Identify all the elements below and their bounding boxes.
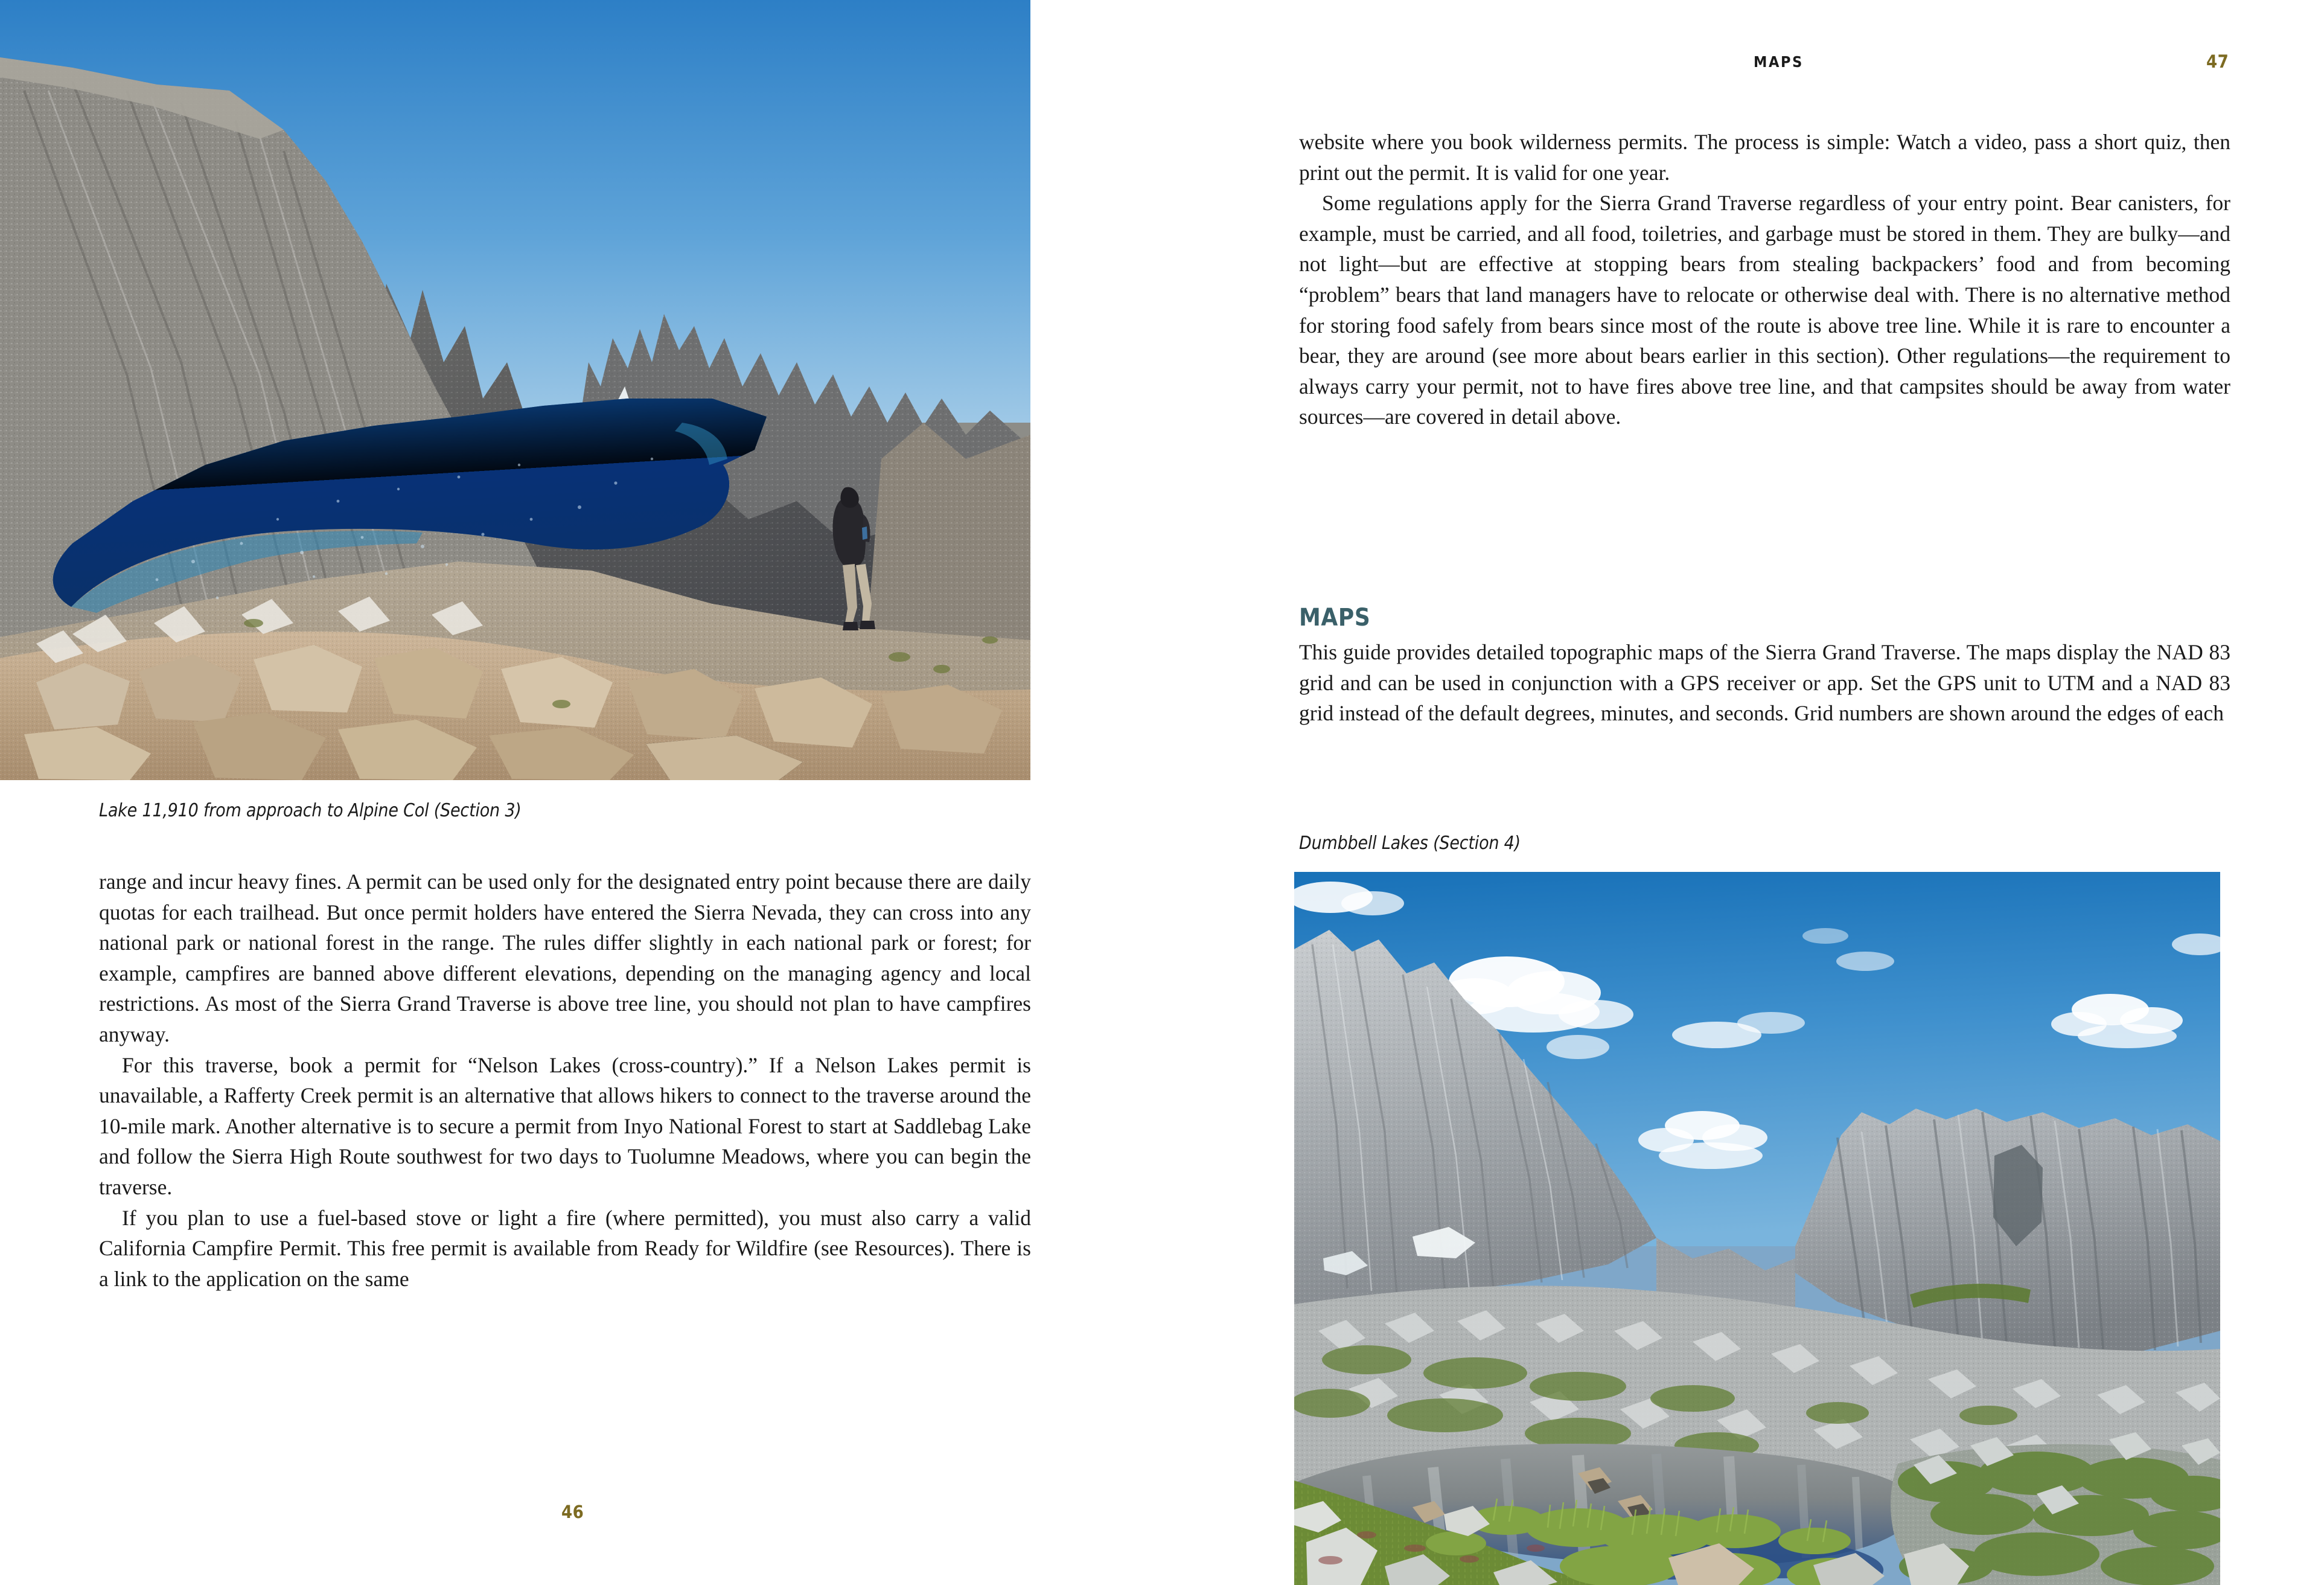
paragraph: For this traverse, book a permit for “Nelson Lakes (cross-country).” If a Nelson Lakes permit is unavailable, a Rafferty Creek permit is an alternative that allows hikers to connect to the traverse around the 10-mile mark. Another alternative is to secure a permit from Inyo National Forest to start at Saddlebag Lake and follow the Sierra High Route southwest for two days to Tuolumne Meadows, where you can begin the traverse. [99, 1052, 1031, 1199]
paragraph: website where you book wilderness permits. The process is simple: Watch a video, pass a short quiz, then print out the permit. It is valid for one year. [1299, 130, 2230, 185]
dumbbell-lakes-photo [1294, 872, 2220, 1585]
alpine-lake-illustration [0, 0, 1030, 780]
paragraph: This guide provides detailed topographic maps of the Sierra Grand Traverse. The maps display the NAD 83 grid and can be used in conjunction with a GPS receiver or app. Set the GPS unit to UTM and a NAD 83 grid instead of the default degrees, minutes, and seconds. Grid numbers are shown around the edges of each [1299, 640, 2230, 726]
photo-canvas [1294, 872, 2220, 1585]
right-photo-caption: Dumbbell Lakes (Section 4) [1299, 833, 1521, 854]
paragraph: If you plan to use a fuel-based stove or light a fire (where permitted), you must also carry a valid California Campfire Permit. This free permit is available from Ready for Wildfire (see Resources). There is a link to the application on the same [99, 1205, 1031, 1291]
right-column-text [1299, 127, 2230, 432]
left-photo-caption: Lake 11,910 from approach to Alpine Col (Section 3) [99, 800, 522, 821]
right-page-folio: 47 [2206, 51, 2229, 72]
lake-11910-photo [0, 0, 1030, 780]
running-head: MAPS [1754, 53, 1804, 71]
section-heading-maps: MAPS [1299, 604, 1371, 632]
right-page [1162, 0, 2324, 1585]
left-page-folio: 46 [561, 1502, 584, 1522]
paragraph: range and incur heavy fines. A permit can be used only for the designated entry point because there are daily quotas for each trailhead. But once permit holders have entered the Sierra Nevada, they can cross into any national park or national forest in the range. The rules differ slightly in each national park or forest; for example, campfires are banned above different elevations, depending on the managing agency and local restrictions. As most of the Sierra Grand Traverse is above tree line, you should not plan to have campfires anyway. [99, 869, 1031, 1046]
photo-canvas [0, 0, 1030, 780]
dumbbell-lakes-illustration [1294, 872, 2220, 1585]
paragraph: Some regulations apply for the Sierra Grand Traverse regardless of your entry point. Bear canisters, for example, must be carried, and all food, toiletries, and garbage must be stored in them. They are bulky—and not light—but are effective at stopping bears from stealing backpackers’ food and from becoming “problem” bears that land managers have to relocate or otherwise deal with. There is no alternative method for storing food safely from bears since most of the route is above tree line. While it is rare to encounter a bear, they are around (see more about bears earlier in this section). Other regulations—the requirement to always carry your permit, not to have fires above tree line, and that campsites should be away from water sources—are covered in detail above. [1299, 191, 2230, 429]
right-column-text-2 [1299, 637, 2230, 729]
left-column-text [99, 866, 1031, 1294]
